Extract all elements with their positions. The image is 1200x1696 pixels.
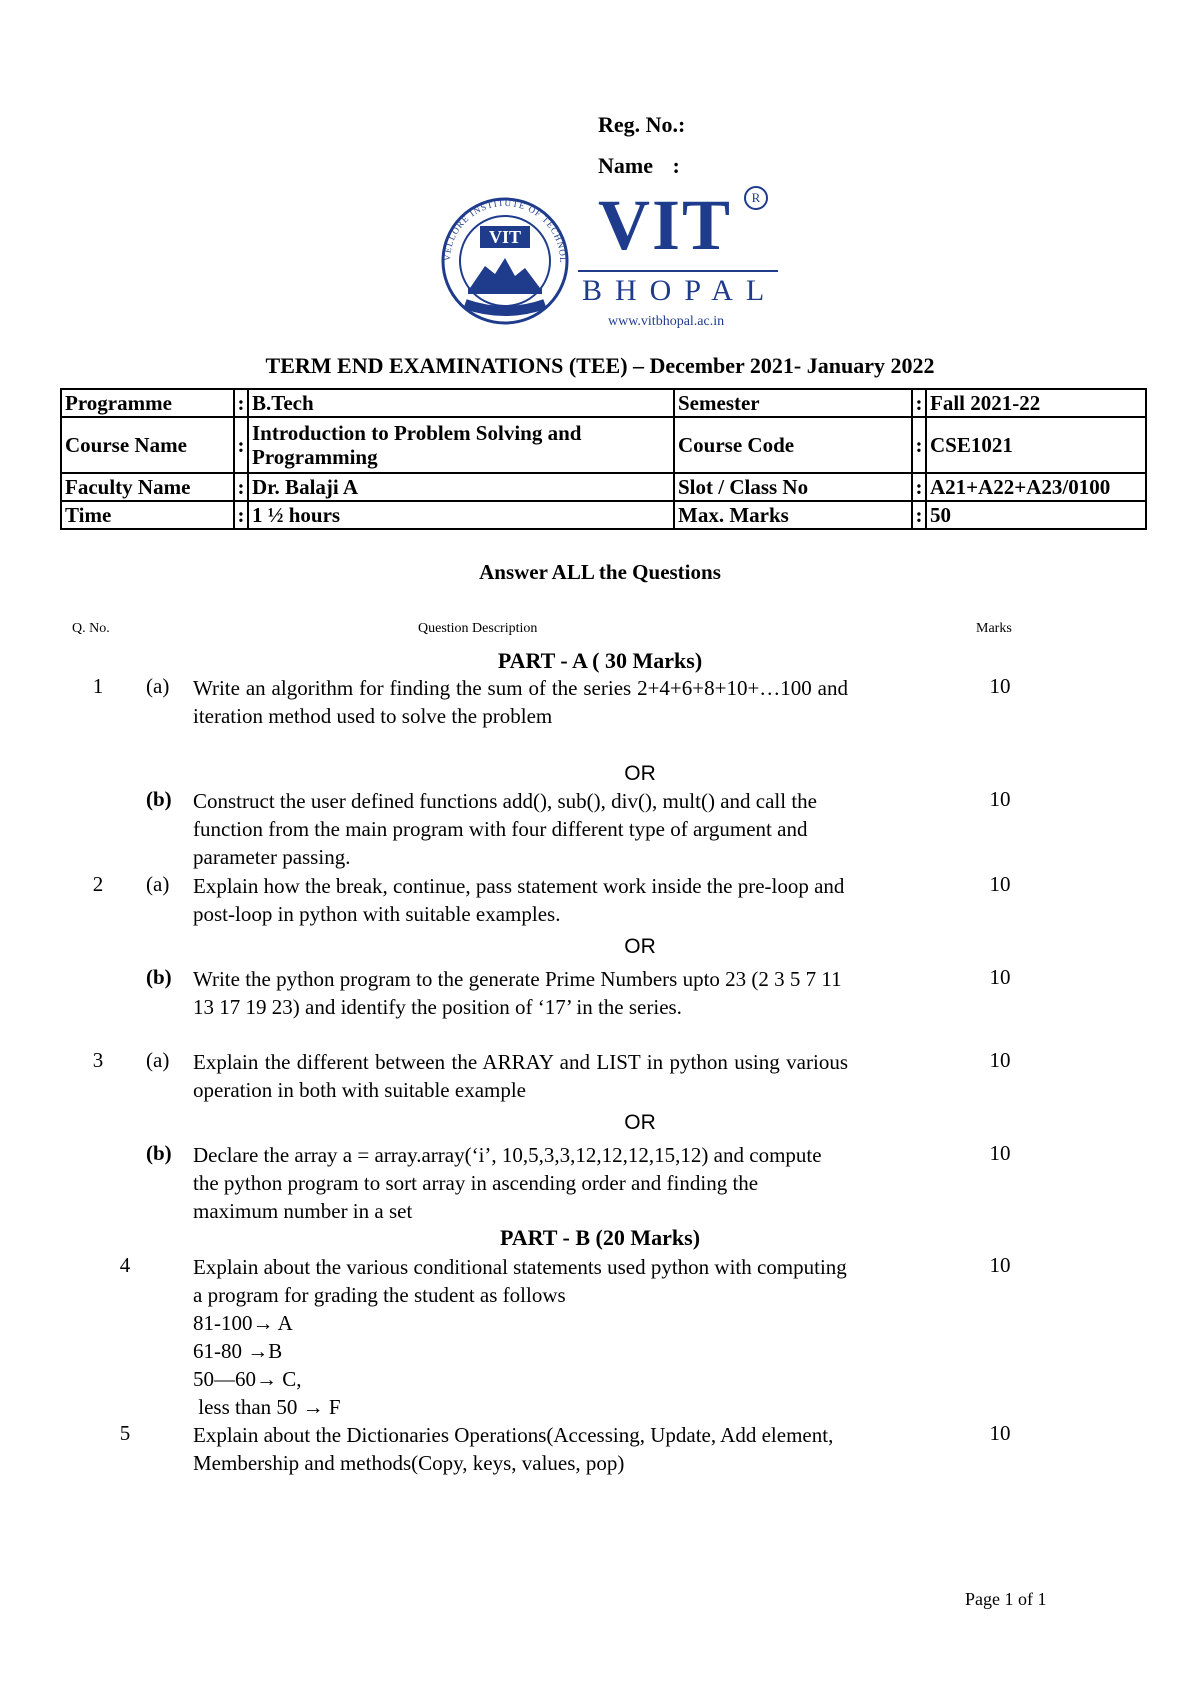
- question-4-body: Explain about the various conditional statements used python with computing a program for grading the student as follows: [193, 1255, 847, 1307]
- exam-title: TERM END EXAMINATIONS (TEE) – December 2021- January 2022: [265, 353, 935, 378]
- question-1a-marks: 10: [989, 674, 1011, 698]
- table-row: [61, 501, 1146, 529]
- logo-divider: [578, 270, 778, 272]
- max-marks-value: 50: [926, 501, 1146, 529]
- colon: :: [912, 417, 926, 473]
- question-1b-marks: 10: [989, 787, 1011, 811]
- question-1a-text: Write an algorithm for finding the sum of the series 2+4+6+8+10+…100 and iteration method used to solve the problem: [193, 676, 848, 728]
- option-b-label: (b): [146, 787, 172, 811]
- page-number: Page 1 of 1: [965, 1589, 1047, 1609]
- course-code-value: CSE1021: [926, 417, 1146, 473]
- part-b-title: PART - B (20 Marks): [499, 1225, 701, 1250]
- option-a-label: (a): [146, 872, 170, 896]
- grade-line: 50—60→ C,: [193, 1367, 302, 1391]
- question-2b-text: Write the python program to the generate Prime Numbers upto 23 (2 3 5 7 11 13 17 19 23) and identify the position of ‘17’ in the series.: [193, 967, 842, 1019]
- or-divider: OR: [624, 1111, 656, 1134]
- course-name-value: Introduction to Problem Solving and Programming: [248, 417, 674, 473]
- option-b-label: (b): [146, 965, 172, 989]
- registered-mark: R: [744, 186, 768, 210]
- option-a-label: (a): [146, 1048, 170, 1072]
- colon: :: [912, 389, 926, 417]
- qno-header: Q. No.: [72, 621, 110, 636]
- website-text: www.vitbhopal.ac.in: [608, 314, 725, 329]
- table-row: [61, 389, 1146, 417]
- semester-label: Semester: [674, 389, 912, 417]
- option-b-label: (b): [146, 1141, 172, 1165]
- time-label: Time: [61, 501, 234, 529]
- programme-value: B.Tech: [248, 389, 674, 417]
- question-5-text: Explain about the Dictionaries Operations(Accessing, Update, Add element, Membership and methods(Copy, keys, values, pop): [193, 1423, 834, 1475]
- slot-value: A21+A22+A23/0100: [926, 473, 1146, 501]
- question-3a-marks: 10: [989, 1048, 1011, 1072]
- colon: :: [234, 473, 248, 501]
- reg-no-label: Reg. No.:: [598, 112, 686, 137]
- question-2a-text: Explain how the break, continue, pass statement work inside the pre-loop and post-loop in python with suitable examples.: [193, 874, 845, 926]
- colon: :: [234, 501, 248, 529]
- course-code-label: Course Code: [674, 417, 912, 473]
- question-3b-marks: 10: [989, 1141, 1011, 1165]
- vit-brand-text: VIT: [598, 185, 733, 265]
- option-a-label: (a): [146, 674, 170, 698]
- colon: :: [234, 389, 248, 417]
- description-header: Question Description: [418, 621, 538, 636]
- semester-value: Fall 2021-22: [926, 389, 1146, 417]
- question-1b-text: Construct the user defined functions add(), sub(), div(), mult() and call the function from the main program with four different type of argument and parameter passing.: [193, 789, 817, 869]
- max-marks-label: Max. Marks: [674, 501, 912, 529]
- question-4-text: [193, 1253, 848, 1421]
- question-2b-marks: 10: [989, 965, 1011, 989]
- colon: :: [912, 473, 926, 501]
- slot-label: Slot / Class No: [674, 473, 912, 501]
- seal-inner-text: VIT: [488, 227, 522, 247]
- vit-bhopal-logo: [430, 185, 780, 331]
- bhopal-text: BHOPAL: [582, 274, 778, 307]
- question-number: 4: [119, 1253, 131, 1277]
- question-2a-marks: 10: [989, 872, 1011, 896]
- question-4-marks: 10: [989, 1253, 1011, 1277]
- name-label: Name :: [598, 153, 680, 178]
- question-3b-text: Declare the array a = array.array(‘i’, 10,5,3,3,12,12,12,15,12) and compute the python program to sort array in ascending order and finding the maximum number in a set: [193, 1143, 822, 1223]
- or-divider: OR: [624, 935, 656, 958]
- course-name-label: Course Name: [61, 417, 234, 473]
- question-number: 3: [92, 1048, 104, 1072]
- grade-line: 61-80 →B: [193, 1339, 283, 1363]
- question-number: 1: [92, 674, 104, 698]
- part-a-title: PART - A ( 30 Marks): [497, 648, 703, 673]
- question-3a-text: Explain the different between the ARRAY and LIST in python using various operation in both with suitable example: [193, 1050, 848, 1102]
- programme-label: Programme: [61, 389, 234, 417]
- seal-text: VELLORE INSTITUTE OF TECHNOL: [441, 197, 569, 264]
- instruction: Answer ALL the Questions: [479, 560, 721, 584]
- faculty-label: Faculty Name: [61, 473, 234, 501]
- table-row: [61, 473, 1146, 501]
- faculty-value: Dr. Balaji A: [248, 473, 674, 501]
- question-number: 2: [92, 872, 104, 896]
- table-row: [61, 417, 1146, 473]
- or-divider: OR: [624, 762, 656, 785]
- colon: :: [912, 501, 926, 529]
- grade-line: less than 50 → F: [193, 1395, 341, 1419]
- colon: :: [234, 417, 248, 473]
- question-number: 5: [119, 1421, 131, 1445]
- marks-header: Marks: [976, 621, 1012, 636]
- grade-line: 81-100→ A: [193, 1311, 293, 1335]
- question-5-marks: 10: [989, 1421, 1011, 1445]
- time-value: 1 ½ hours: [248, 501, 674, 529]
- course-info-table: [60, 388, 1147, 530]
